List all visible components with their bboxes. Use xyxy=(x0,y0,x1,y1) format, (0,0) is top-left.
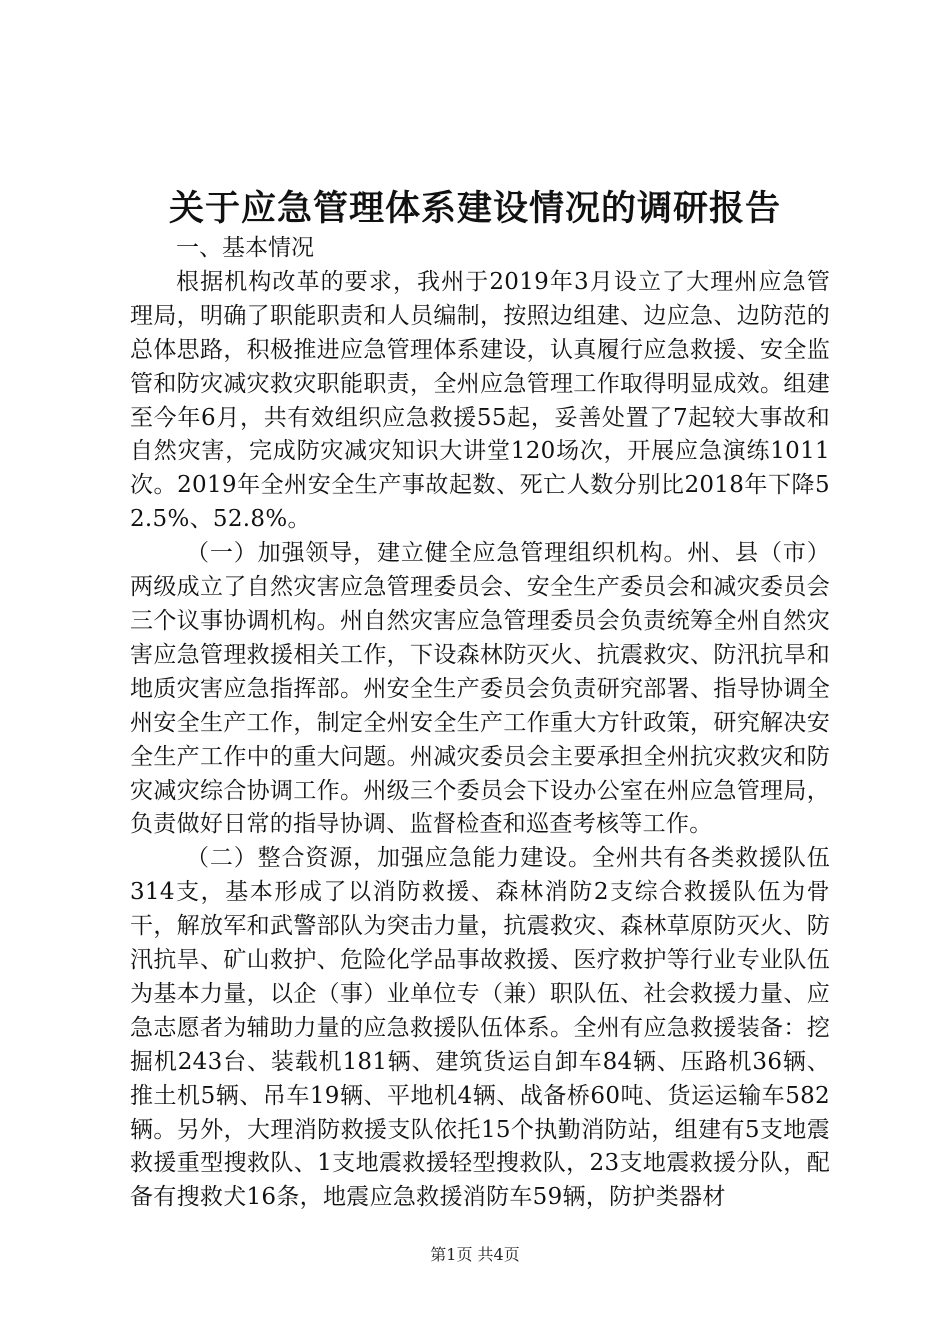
document-title: 关于应急管理体系建设情况的调研报告 xyxy=(168,188,781,229)
paragraph-organization: （一）加强领导，建立健全应急管理组织机构。州、县（市）两级成立了自然灾害应急管理委员会、安全生产委员会和减灾委员会三个议事协调机构。州自然灾害应急管理委员会负责统筹全州自然灾害应急管理救援相关工作，下设森林防灭火、抗震救灾、防汛抗旱和地质灾害应急指挥部。州安全生产委员会负责研究部署、指导协调全州安全生产工作，制定全州安全生产工作重大方针政策，研究解决安全生产工作中的重大问题。州减灾委员会主要承担全州抗灾救灾和防灾减灾综合协调工作。州级三个委员会下设办公室在州应急管理局，负责做好日常的指导协调、监督检查和巡查考核等工作。 xyxy=(130,540,830,838)
paragraph-overview: 根据机构改革的要求，我州于2019年3月设立了大理州应急管理局，明确了职能职责和人员编制，按照边组建、边应急、边防范的总体思路，积极推进应急管理体系建设，认真履行应急救援、安全监管和防灾减灾救灾职能职责，全州应急管理工作取得明显成效。组建至今年6月，共有效组织应急救援55起，妥善处置了7起较大事故和自然灾害，完成防灾减灾知识大讲堂120场次，开展应急演练1011次。2019年全州安全生产事故起数、死亡人数分别比2018年下降52.5%、52.8%。 xyxy=(130,268,830,533)
document-body xyxy=(130,232,830,1215)
section-heading: 一、基本情况 xyxy=(176,235,314,261)
page-footer: 第1页 共4页 xyxy=(430,1245,520,1264)
paragraph-resources: （二）整合资源，加强应急能力建设。全州共有各类救援队伍314支，基本形成了以消防救援、森林消防2支综合救援队伍为骨干，解放军和武警部队为突击力量，抗震救灾、森林草原防灭火、防汛抗旱、矿山救护、危险化学品事故救援、医疗救护等行业专业队伍为基本力量，以企（事）业单位专（兼）职队伍、社会救援力量、应急志愿者为辅助力量的应急救援队伍体系。全州有应急救援装备：挖掘机243台、装载机181辆、建筑货运自卸车84辆、压路机36辆、推土机5辆、吊车19辆、平地机4辆、战备桥60吨、货运运输车582辆。另外，大理消防救援支队依托15个执勤消防站，组建有5支地震救援重型搜救队、1支地震救援轻型搜救队，23支地震救援分队，配备有搜救犬16条，地震应急救援消防车59辆，防护类器材 xyxy=(130,845,830,1211)
